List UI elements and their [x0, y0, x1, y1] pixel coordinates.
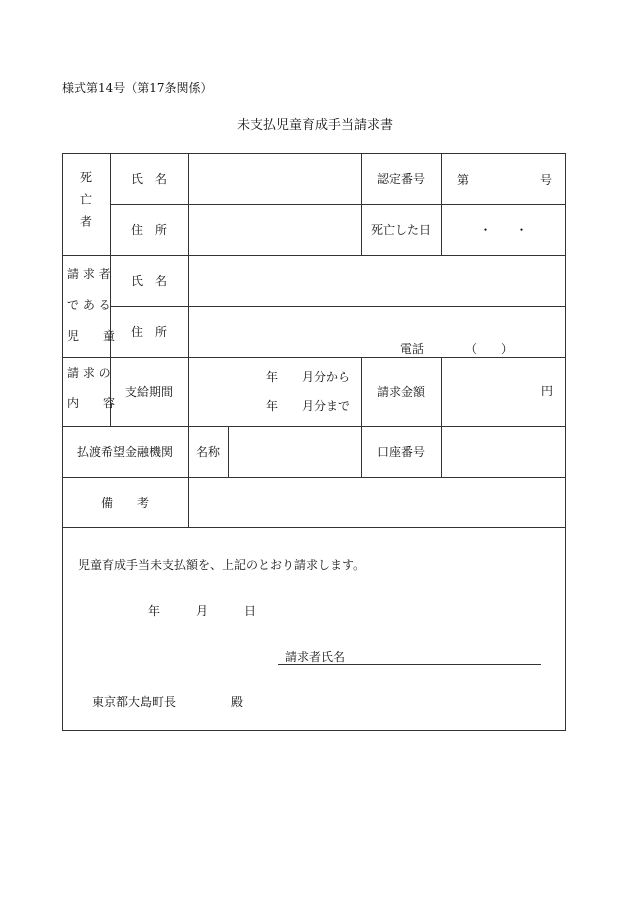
payment-period-field[interactable]: [189, 358, 360, 425]
deceased-address-label: 住 所: [130, 223, 167, 237]
bank-name-field[interactable]: [229, 427, 360, 476]
deceased-address-field[interactable]: [189, 205, 360, 254]
deceased-section-label: 死亡者: [78, 171, 93, 237]
deceased-name-field[interactable]: [189, 154, 360, 203]
bank-name-label: 名称: [195, 445, 220, 459]
death-date-field[interactable]: ・ ・: [479, 223, 528, 237]
period-to: 年 月分まで: [266, 399, 351, 413]
cert-prefix: 第: [457, 173, 470, 187]
declaration-statement: 児童育成手当未支払額を、上記のとおり請求します。: [78, 558, 366, 572]
honorific: 殿: [231, 695, 244, 709]
bank-label: 払渡希望金融機関: [76, 445, 173, 459]
death-date-label: 死亡した日: [370, 223, 431, 237]
amount-unit: 円: [541, 384, 554, 398]
period-from: 年 月分から: [266, 370, 351, 384]
cert-suffix: 号: [540, 173, 553, 187]
deceased-name-label: 氏 名: [130, 172, 167, 186]
form-number: 様式第14号（第17条関係）: [62, 81, 213, 95]
phone-label: 電話: [400, 342, 425, 356]
signer-name-field[interactable]: [278, 648, 541, 664]
payment-period-label: 支給期間: [124, 385, 173, 399]
form-title: 未支払児童育成手当請求書: [236, 118, 393, 133]
claimant-address-label: 住 所: [130, 325, 167, 339]
account-number-field[interactable]: [442, 427, 565, 476]
claimant-name-field[interactable]: [189, 256, 565, 305]
row-divider: [62, 527, 566, 528]
claim-amount-label: 請求金額: [376, 385, 425, 399]
signature-underline: [278, 664, 541, 665]
addressee: 東京都大島町長: [92, 695, 177, 709]
remarks-field[interactable]: [189, 478, 565, 526]
remarks-label: 備 考: [100, 495, 149, 510]
phone-paren: （ ）: [465, 342, 514, 356]
claimant-section-label: 請 求 者 で あ る 児 童: [67, 267, 116, 343]
claimant-name-label: 氏 名: [130, 274, 167, 288]
account-number-label: 口座番号: [376, 445, 425, 459]
certification-number-label: 認定番号: [376, 172, 425, 186]
claim-section-label: 請 求 の 内 容: [67, 366, 116, 410]
signer-label: 請求者氏名: [285, 650, 346, 664]
declaration-date-line: 年 月 日: [148, 604, 257, 618]
